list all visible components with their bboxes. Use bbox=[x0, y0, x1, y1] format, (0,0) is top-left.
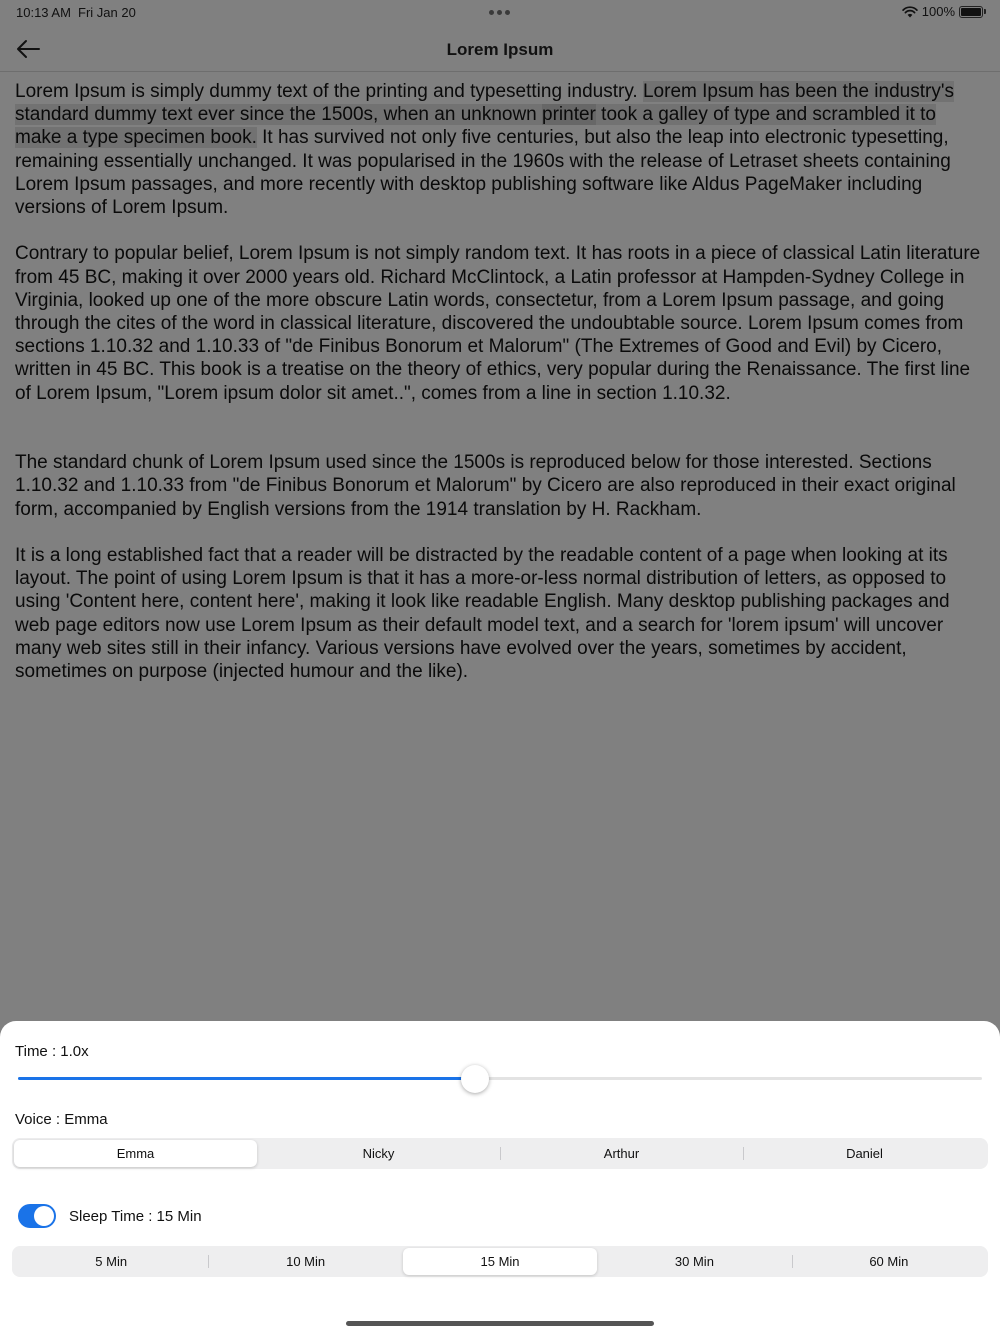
paragraph-1-start: Lorem Ipsum is simply dummy text of the printing and typesetting industry. bbox=[15, 81, 643, 102]
sleep-option-5-min[interactable]: 5 Min bbox=[95, 1254, 128, 1269]
voice-option-arthur[interactable]: Arthur bbox=[500, 1140, 743, 1167]
battery-icon bbox=[959, 6, 986, 18]
slider-fill bbox=[18, 1077, 475, 1080]
voice-segmented-control bbox=[12, 1138, 988, 1169]
wifi-icon bbox=[902, 6, 918, 18]
multitasking-dots-icon[interactable] bbox=[489, 10, 510, 15]
voice-option-emma[interactable]: Emma bbox=[14, 1140, 257, 1167]
sleep-time-segmented-control bbox=[12, 1246, 988, 1277]
time-label: Time : 1.0x bbox=[15, 1043, 89, 1060]
sleep-option-60-min[interactable]: 60 Min bbox=[792, 1248, 986, 1275]
article-text bbox=[15, 80, 987, 706]
sleep-time-label: Sleep Time : 15 Min bbox=[69, 1208, 202, 1225]
sleep-timer-toggle[interactable] bbox=[18, 1204, 56, 1228]
status-bar bbox=[0, 0, 1000, 26]
playback-settings-sheet bbox=[0, 1021, 1000, 1334]
home-indicator[interactable] bbox=[346, 1321, 654, 1326]
sleep-option-10-min[interactable]: 10 Min bbox=[208, 1248, 402, 1275]
paragraph-4: It is a long established fact that a reader will be distracted by the readable content of a page when looking at its layout. The point of using Lorem Ipsum is that it has a more-or-less normal distribution of letters, as opposed to using 'Content here, content here', making it look like readable English. Many desktop publishing packages and web page editors now use Lorem Ipsum as their default model text, and a search for 'lorem ipsum' will uncover many web sites still in their infancy. Various versions have evolved over the years, sometimes by accident, sometimes on purpose (injected humour and the like). bbox=[15, 545, 950, 683]
page-title: Lorem Ipsum bbox=[446, 40, 554, 59]
speed-slider[interactable] bbox=[18, 1077, 982, 1081]
sleep-option-15-min[interactable]: 15 Min bbox=[403, 1248, 597, 1275]
status-date: Fri Jan 20 bbox=[78, 5, 136, 20]
sleep-option-30-min[interactable]: 30 Min bbox=[674, 1254, 714, 1269]
battery-percentage: 100% bbox=[921, 4, 955, 19]
toggle-knob bbox=[34, 1206, 54, 1226]
voice-label: Voice : Emma bbox=[15, 1111, 108, 1128]
paragraph-2: Contrary to popular belief, Lorem Ipsum is not simply random text. It has roots in a piece of classical Latin literature from 45 BC, making it over 2000 years old. Richard McClintock, a Latin professor at Hampden-Sydney College in Virginia, looked up one of the more obscure Latin words, consectetur, from a Lorem Ipsum passage, and going through the cites of the word in classical literature, discovered the undoubtable source. Lorem Ipsum comes from sections 1.10.32 and 1.10.33 of "de Finibus Bonorum et Malorum" (The Extremes of Good and Evil) by Cicero, written in 45 BC. This book is a treatise on the theory of ethics, very popular during the Renaissance. The first line of Lorem Ipsum, "Lorem ipsum dolor sit amet..", comes from a line in section 1.10.32. bbox=[15, 243, 981, 404]
status-time: 10:13 AM bbox=[16, 5, 71, 20]
slider-thumb[interactable] bbox=[461, 1065, 489, 1093]
highlighted-sentence-part-b: took a galley of type and scrambled it to make a type specimen book. bbox=[15, 104, 936, 149]
paragraph-3: The standard chunk of Lorem Ipsum used since the 1500s is reproduced below for those interested. Sections 1.10.32 and 1.10.33 from "de Finibus Bonorum et Malorum" by Cicero are also reproduced in their exact original form, accompanied by English versions from the 1914 translation by H. Rackham. bbox=[15, 452, 956, 520]
voice-option-nicky[interactable]: Nicky bbox=[362, 1146, 395, 1161]
paragraph-1 bbox=[15, 80, 987, 219]
paragraph-1-end: It has survived not only five centuries, but also the leap into electronic typesetting, remaining essentially unchanged. It was popularised in the 1960s with the release of Letraset sheets containing Lorem Ipsum passages, and more recently with desktop publishing software like Aldus PageMaker including versions of Lorem Ipsum. bbox=[15, 127, 951, 219]
highlighted-sentence-part-a: Lorem Ipsum has been the industry's standard dummy text ever since the 1500s, when an unknown bbox=[15, 81, 954, 126]
voice-option-daniel[interactable]: Daniel bbox=[743, 1140, 986, 1167]
navigation-bar bbox=[0, 26, 1000, 72]
status-right bbox=[902, 4, 986, 19]
highlighted-current-word: printer bbox=[542, 104, 596, 126]
